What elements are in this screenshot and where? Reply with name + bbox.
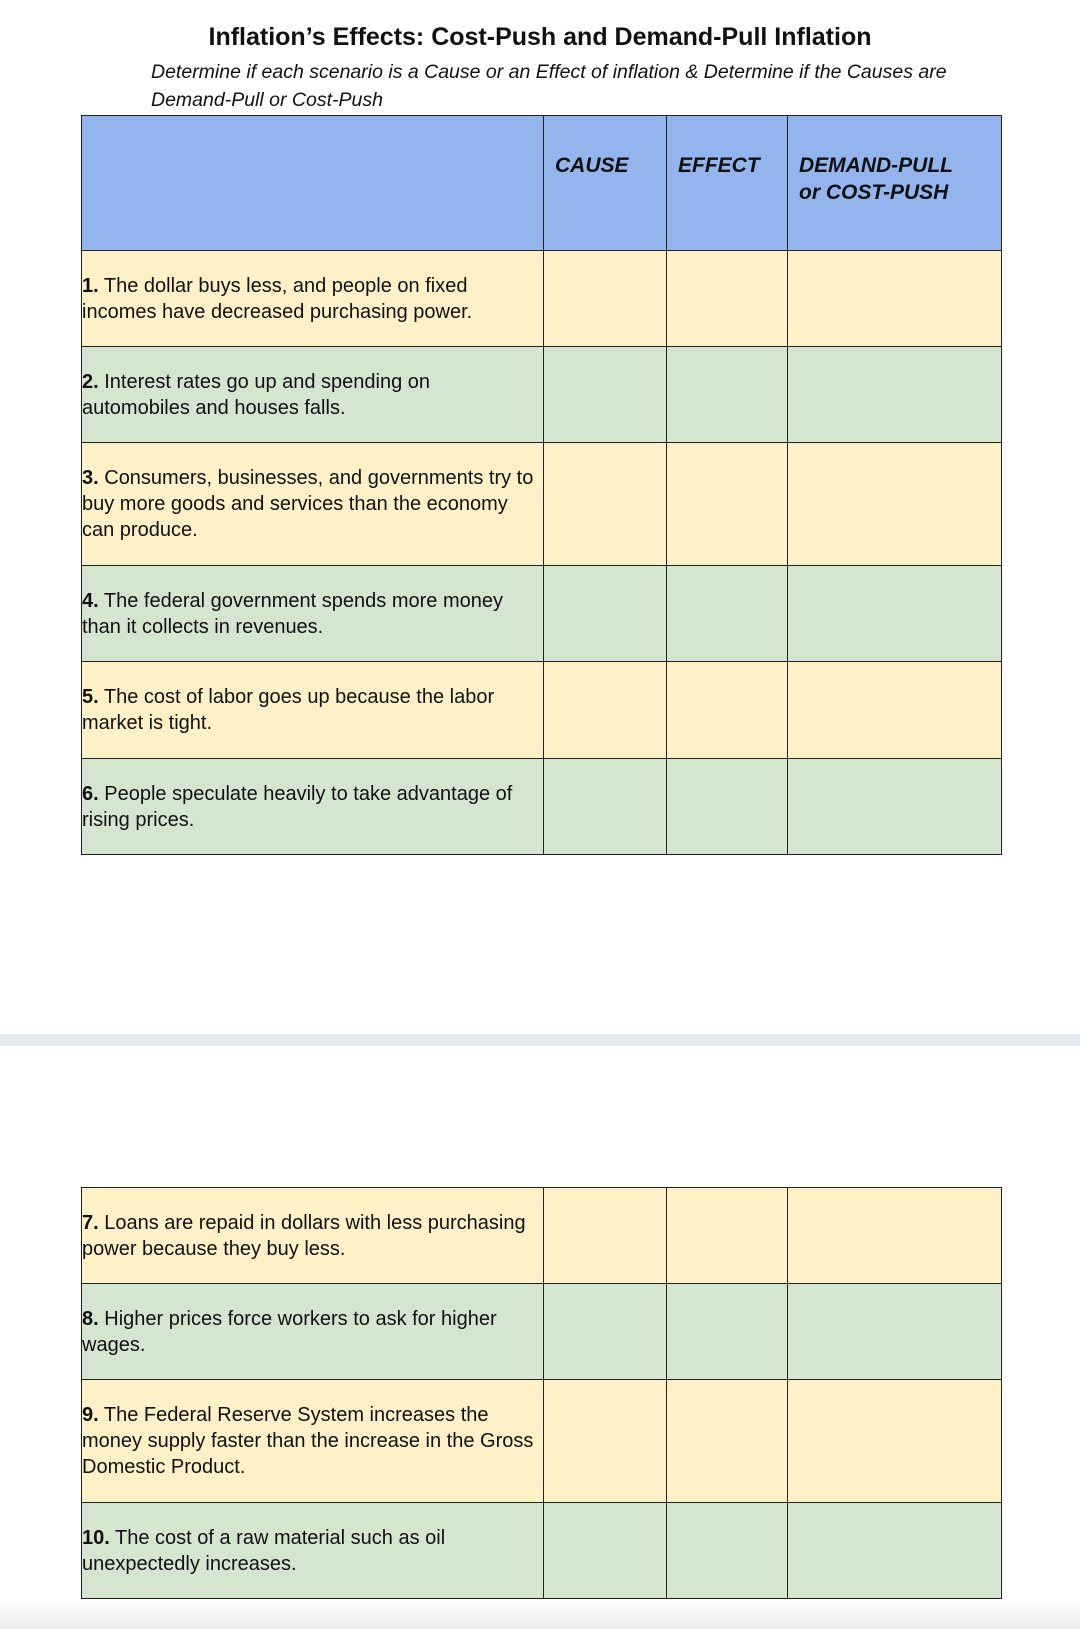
table-row bbox=[82, 759, 1002, 855]
scenario-number: 1. bbox=[82, 274, 99, 297]
cause-answer-cell[interactable] bbox=[544, 662, 667, 759]
type-answer-cell[interactable] bbox=[788, 1188, 1002, 1284]
scenario-table-page-1 bbox=[81, 115, 1002, 855]
type-answer-cell[interactable] bbox=[788, 662, 1002, 759]
worksheet-title: Inflation’s Effects: Cost-Push and Demand-Pull Inflation bbox=[208, 23, 872, 51]
type-answer-cell[interactable] bbox=[788, 251, 1002, 347]
table-row bbox=[82, 662, 1002, 759]
scenario-cell bbox=[82, 566, 544, 662]
cause-answer-cell[interactable] bbox=[544, 1188, 667, 1284]
table-row bbox=[82, 1284, 1002, 1380]
table-header-row bbox=[82, 116, 1002, 251]
effect-answer-cell[interactable] bbox=[667, 1188, 788, 1284]
cause-answer-cell[interactable] bbox=[544, 759, 667, 855]
scenario-text: The dollar buys less, and people on fixed incomes have decreased purchasing power. bbox=[82, 274, 473, 323]
type-answer-cell[interactable] bbox=[788, 566, 1002, 662]
effect-answer-cell[interactable] bbox=[667, 1284, 788, 1380]
scenario-cell bbox=[82, 1380, 544, 1503]
scenario-number: 8. bbox=[82, 1307, 99, 1330]
cause-answer-cell[interactable] bbox=[544, 1284, 667, 1380]
type-answer-cell[interactable] bbox=[788, 759, 1002, 855]
scenario-cell bbox=[82, 251, 544, 347]
table-row bbox=[82, 251, 1002, 347]
type-answer-cell[interactable] bbox=[788, 1380, 1002, 1503]
header-effect-label: EFFECT bbox=[678, 154, 760, 177]
scenario-cell bbox=[82, 1188, 544, 1284]
header-cause bbox=[544, 116, 667, 251]
table-row bbox=[82, 566, 1002, 662]
scenario-text: Interest rates go up and spending on automobiles and houses falls. bbox=[82, 370, 431, 419]
scenario-text: The federal government spends more money than it collects in revenues. bbox=[82, 589, 503, 638]
scenario-text: Loans are repaid in dollars with less purchasing power because they buy less. bbox=[82, 1211, 526, 1260]
type-answer-cell[interactable] bbox=[788, 1284, 1002, 1380]
scenario-text: Higher prices force workers to ask for higher wages. bbox=[82, 1307, 497, 1356]
effect-answer-cell[interactable] bbox=[667, 347, 788, 443]
scenario-number: 2. bbox=[82, 370, 99, 393]
header-type-line1: DEMAND-PULL bbox=[799, 154, 953, 177]
header-type bbox=[788, 116, 1002, 251]
type-answer-cell[interactable] bbox=[788, 347, 1002, 443]
type-answer-cell[interactable] bbox=[788, 443, 1002, 566]
header-type-line2: or COST-PUSH bbox=[799, 181, 949, 204]
scenario-cell bbox=[82, 1503, 544, 1599]
scenario-cell bbox=[82, 347, 544, 443]
scenario-cell bbox=[82, 759, 544, 855]
scenario-table-page-2 bbox=[81, 1187, 1002, 1599]
scenario-number: 7. bbox=[82, 1211, 99, 1234]
table-row bbox=[82, 347, 1002, 443]
cause-answer-cell[interactable] bbox=[544, 566, 667, 662]
scenario-number: 6. bbox=[82, 782, 99, 805]
effect-answer-cell[interactable] bbox=[667, 566, 788, 662]
header-effect bbox=[667, 116, 788, 251]
scenario-number: 3. bbox=[82, 467, 99, 489]
table-row bbox=[82, 443, 1002, 566]
table-row bbox=[82, 1380, 1002, 1503]
effect-answer-cell[interactable] bbox=[667, 759, 788, 855]
effect-answer-cell[interactable] bbox=[667, 1380, 788, 1503]
scenario-number: 10. bbox=[82, 1526, 110, 1549]
scenario-cell bbox=[82, 1284, 544, 1380]
cause-answer-cell[interactable] bbox=[544, 1380, 667, 1503]
table-row bbox=[82, 1188, 1002, 1284]
scenario-text: The cost of a raw material such as oil unexpectedly increases. bbox=[82, 1526, 446, 1575]
table-row bbox=[82, 1503, 1002, 1599]
scenario-number: 9. bbox=[82, 1404, 99, 1426]
effect-answer-cell[interactable] bbox=[667, 1503, 788, 1599]
header-blank-cell bbox=[82, 116, 544, 251]
header-cause-label: CAUSE bbox=[555, 154, 629, 177]
scenario-text: The cost of labor goes up because the labor market is tight. bbox=[82, 686, 495, 734]
effect-answer-cell[interactable] bbox=[667, 443, 788, 566]
type-answer-cell[interactable] bbox=[788, 1503, 1002, 1599]
scenario-number: 4. bbox=[82, 589, 99, 612]
scenario-number: 5. bbox=[82, 686, 99, 708]
scenario-cell bbox=[82, 443, 544, 566]
scenario-cell bbox=[82, 662, 544, 759]
effect-answer-cell[interactable] bbox=[667, 662, 788, 759]
cause-answer-cell[interactable] bbox=[544, 1503, 667, 1599]
page-break bbox=[0, 1034, 1080, 1046]
bottom-shadow bbox=[0, 1600, 1080, 1629]
scenario-text: People speculate heavily to take advantage of rising prices. bbox=[82, 782, 513, 831]
cause-answer-cell[interactable] bbox=[544, 251, 667, 347]
cause-answer-cell[interactable] bbox=[544, 443, 667, 566]
effect-answer-cell[interactable] bbox=[667, 251, 788, 347]
cause-answer-cell[interactable] bbox=[544, 347, 667, 443]
worksheet-instructions: Determine if each scenario is a Cause or an Effect of inflation & Determine if the Causes are Demand-Pull or Cost-Push bbox=[151, 61, 947, 111]
scenario-text: The Federal Reserve System increases the money supply faster than the increase in the Gross Domestic Product. bbox=[82, 1404, 534, 1478]
scenario-text: Consumers, businesses, and governments try to buy more goods and services than the economy can produce. bbox=[82, 467, 534, 541]
